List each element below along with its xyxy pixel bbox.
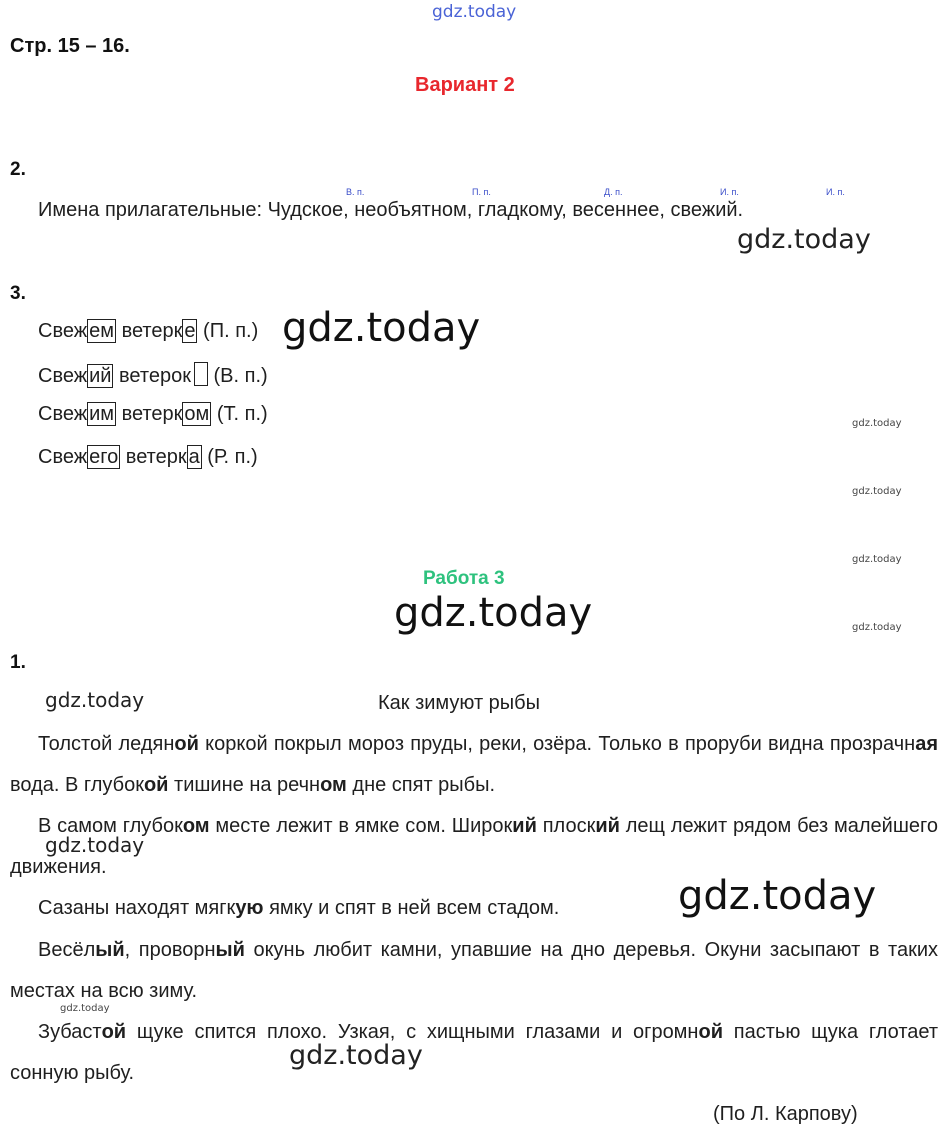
paragraph-4	[10, 930, 938, 1012]
noun-stem: ветерк	[125, 446, 187, 468]
noun-ending: е	[184, 320, 196, 342]
task-2-sentence	[38, 190, 743, 231]
watermark: gdz.today	[394, 590, 593, 636]
adjective-stem: Свеж	[38, 446, 88, 468]
watermark: gdz.today	[852, 418, 902, 429]
adjective-1: Чудское	[267, 199, 344, 221]
case-label: (Т. п.)	[211, 403, 268, 425]
period: .	[737, 199, 744, 221]
ending-highlight: ый	[95, 939, 125, 961]
ending-highlight: ую	[235, 897, 264, 919]
ending-highlight: ом	[320, 774, 347, 796]
noun-stem: ветерок	[119, 365, 191, 387]
p5-part: пастью щука глотает сонную рыбу.	[10, 1021, 938, 1084]
ending-highlight: ой	[101, 1021, 127, 1043]
noun-stem: ветерк	[121, 403, 183, 425]
text-title: Как зимуют рыбы	[378, 692, 541, 714]
adjective-ending: им	[89, 403, 115, 425]
noun-ending: а	[188, 446, 200, 468]
work-3-title: Работа 3	[423, 568, 505, 589]
watermark: gdz.today	[852, 622, 902, 633]
p4-part: , проворн	[124, 939, 216, 961]
page-reference: Стр. 15 – 16.	[10, 35, 130, 57]
ending-highlight: ой	[174, 733, 199, 755]
watermark: gdz.today	[737, 224, 871, 255]
task-3-row-3	[38, 403, 268, 426]
watermark: gdz.today	[289, 1040, 423, 1071]
ending-highlight: ой	[698, 1021, 723, 1043]
p3-part: Сазаны находят мягк	[38, 897, 236, 919]
adjective-stem: Свеж	[38, 365, 88, 387]
p4-part: Весёл	[38, 939, 96, 961]
noun-ending: ом	[184, 403, 210, 425]
task-2-number: 2.	[10, 159, 26, 180]
adjective-4: весеннее	[572, 199, 660, 221]
adjective-stem: Свеж	[38, 320, 88, 342]
noun-ending-empty	[194, 362, 208, 386]
case-tag-4: И. п.	[720, 187, 739, 197]
watermark: gdz.today	[45, 833, 145, 857]
ending-highlight: ом	[182, 815, 210, 837]
task-2-prefix: Имена прилагательные:	[38, 199, 268, 221]
p5-part: Зубаст	[38, 1021, 102, 1043]
adjective-2: необъятном	[354, 199, 467, 221]
case-tag-2: П. п.	[472, 187, 491, 197]
ending-highlight: ая	[915, 733, 938, 755]
case-label: (В. п.)	[207, 365, 268, 387]
case-tag-5: И. п.	[826, 187, 845, 197]
watermark-top: gdz.today	[432, 2, 517, 22]
variant-title: Вариант 2	[415, 74, 515, 96]
task-3-row-2	[38, 362, 268, 388]
case-label: (Р. п.)	[201, 446, 258, 468]
watermark: gdz.today	[678, 873, 877, 919]
adjective-ending: ий	[89, 365, 112, 387]
adjective-ending: ем	[89, 320, 114, 342]
task-3-row-1	[38, 320, 258, 343]
p1-part: тишине на речн	[168, 774, 321, 796]
ending-highlight: ий	[512, 815, 537, 837]
p1-part: Толстой ледян	[38, 733, 175, 755]
ending-highlight: ый	[215, 939, 245, 961]
p2-part: лещ лежит рядом без малейшего движения.	[10, 815, 938, 878]
p1-part: вода. В глубок	[10, 774, 144, 796]
ending-highlight: ий	[595, 815, 620, 837]
watermark: gdz.today	[45, 688, 145, 712]
p2-part: В самом глубок	[38, 815, 183, 837]
task-3-row-4	[38, 446, 258, 469]
author-attribution: (По Л. Карпову)	[713, 1103, 858, 1125]
adjective-stem: Свеж	[38, 403, 88, 425]
watermark: gdz.today	[852, 554, 902, 565]
work-3-task-number: 1.	[10, 652, 26, 673]
separator: ,	[561, 199, 573, 221]
watermark: gdz.today	[60, 1003, 110, 1014]
adjective-3: гладкому	[477, 199, 562, 221]
noun-stem: ветерк	[121, 320, 183, 342]
adjective-ending: его	[89, 446, 119, 468]
adjective-5: свежий	[670, 199, 738, 221]
p2-part: плоск	[536, 815, 596, 837]
case-label: (П. п.)	[197, 320, 259, 342]
separator: ,	[343, 199, 355, 221]
ending-highlight: ой	[143, 774, 169, 796]
p1-part: коркой покрыл мороз пруды, реки, озёра. Только в проруби видна прозрачн	[198, 733, 916, 755]
case-tag-3: Д. п.	[604, 187, 623, 197]
separator: ,	[466, 199, 478, 221]
paragraph-1	[10, 724, 938, 806]
p4-part: окунь любит камни, упавшие на дно деревья. Окуни засыпают в таких местах на всю зиму.	[10, 939, 938, 1002]
p5-part: щуке спится плохо. Узкая, с хищными глазами и огромн	[126, 1021, 699, 1043]
task-3-number: 3.	[10, 283, 26, 304]
paragraph-5	[10, 1012, 938, 1094]
p2-part: месте лежит в ямке сом. Широк	[209, 815, 513, 837]
case-tag-1: В. п.	[346, 187, 365, 197]
p1-part: дне спят рыбы.	[346, 774, 496, 796]
watermark: gdz.today	[852, 486, 902, 497]
separator: ,	[659, 199, 671, 221]
watermark: gdz.today	[282, 305, 481, 351]
p3-part: ямку и спят в ней всем стадом.	[263, 897, 560, 919]
